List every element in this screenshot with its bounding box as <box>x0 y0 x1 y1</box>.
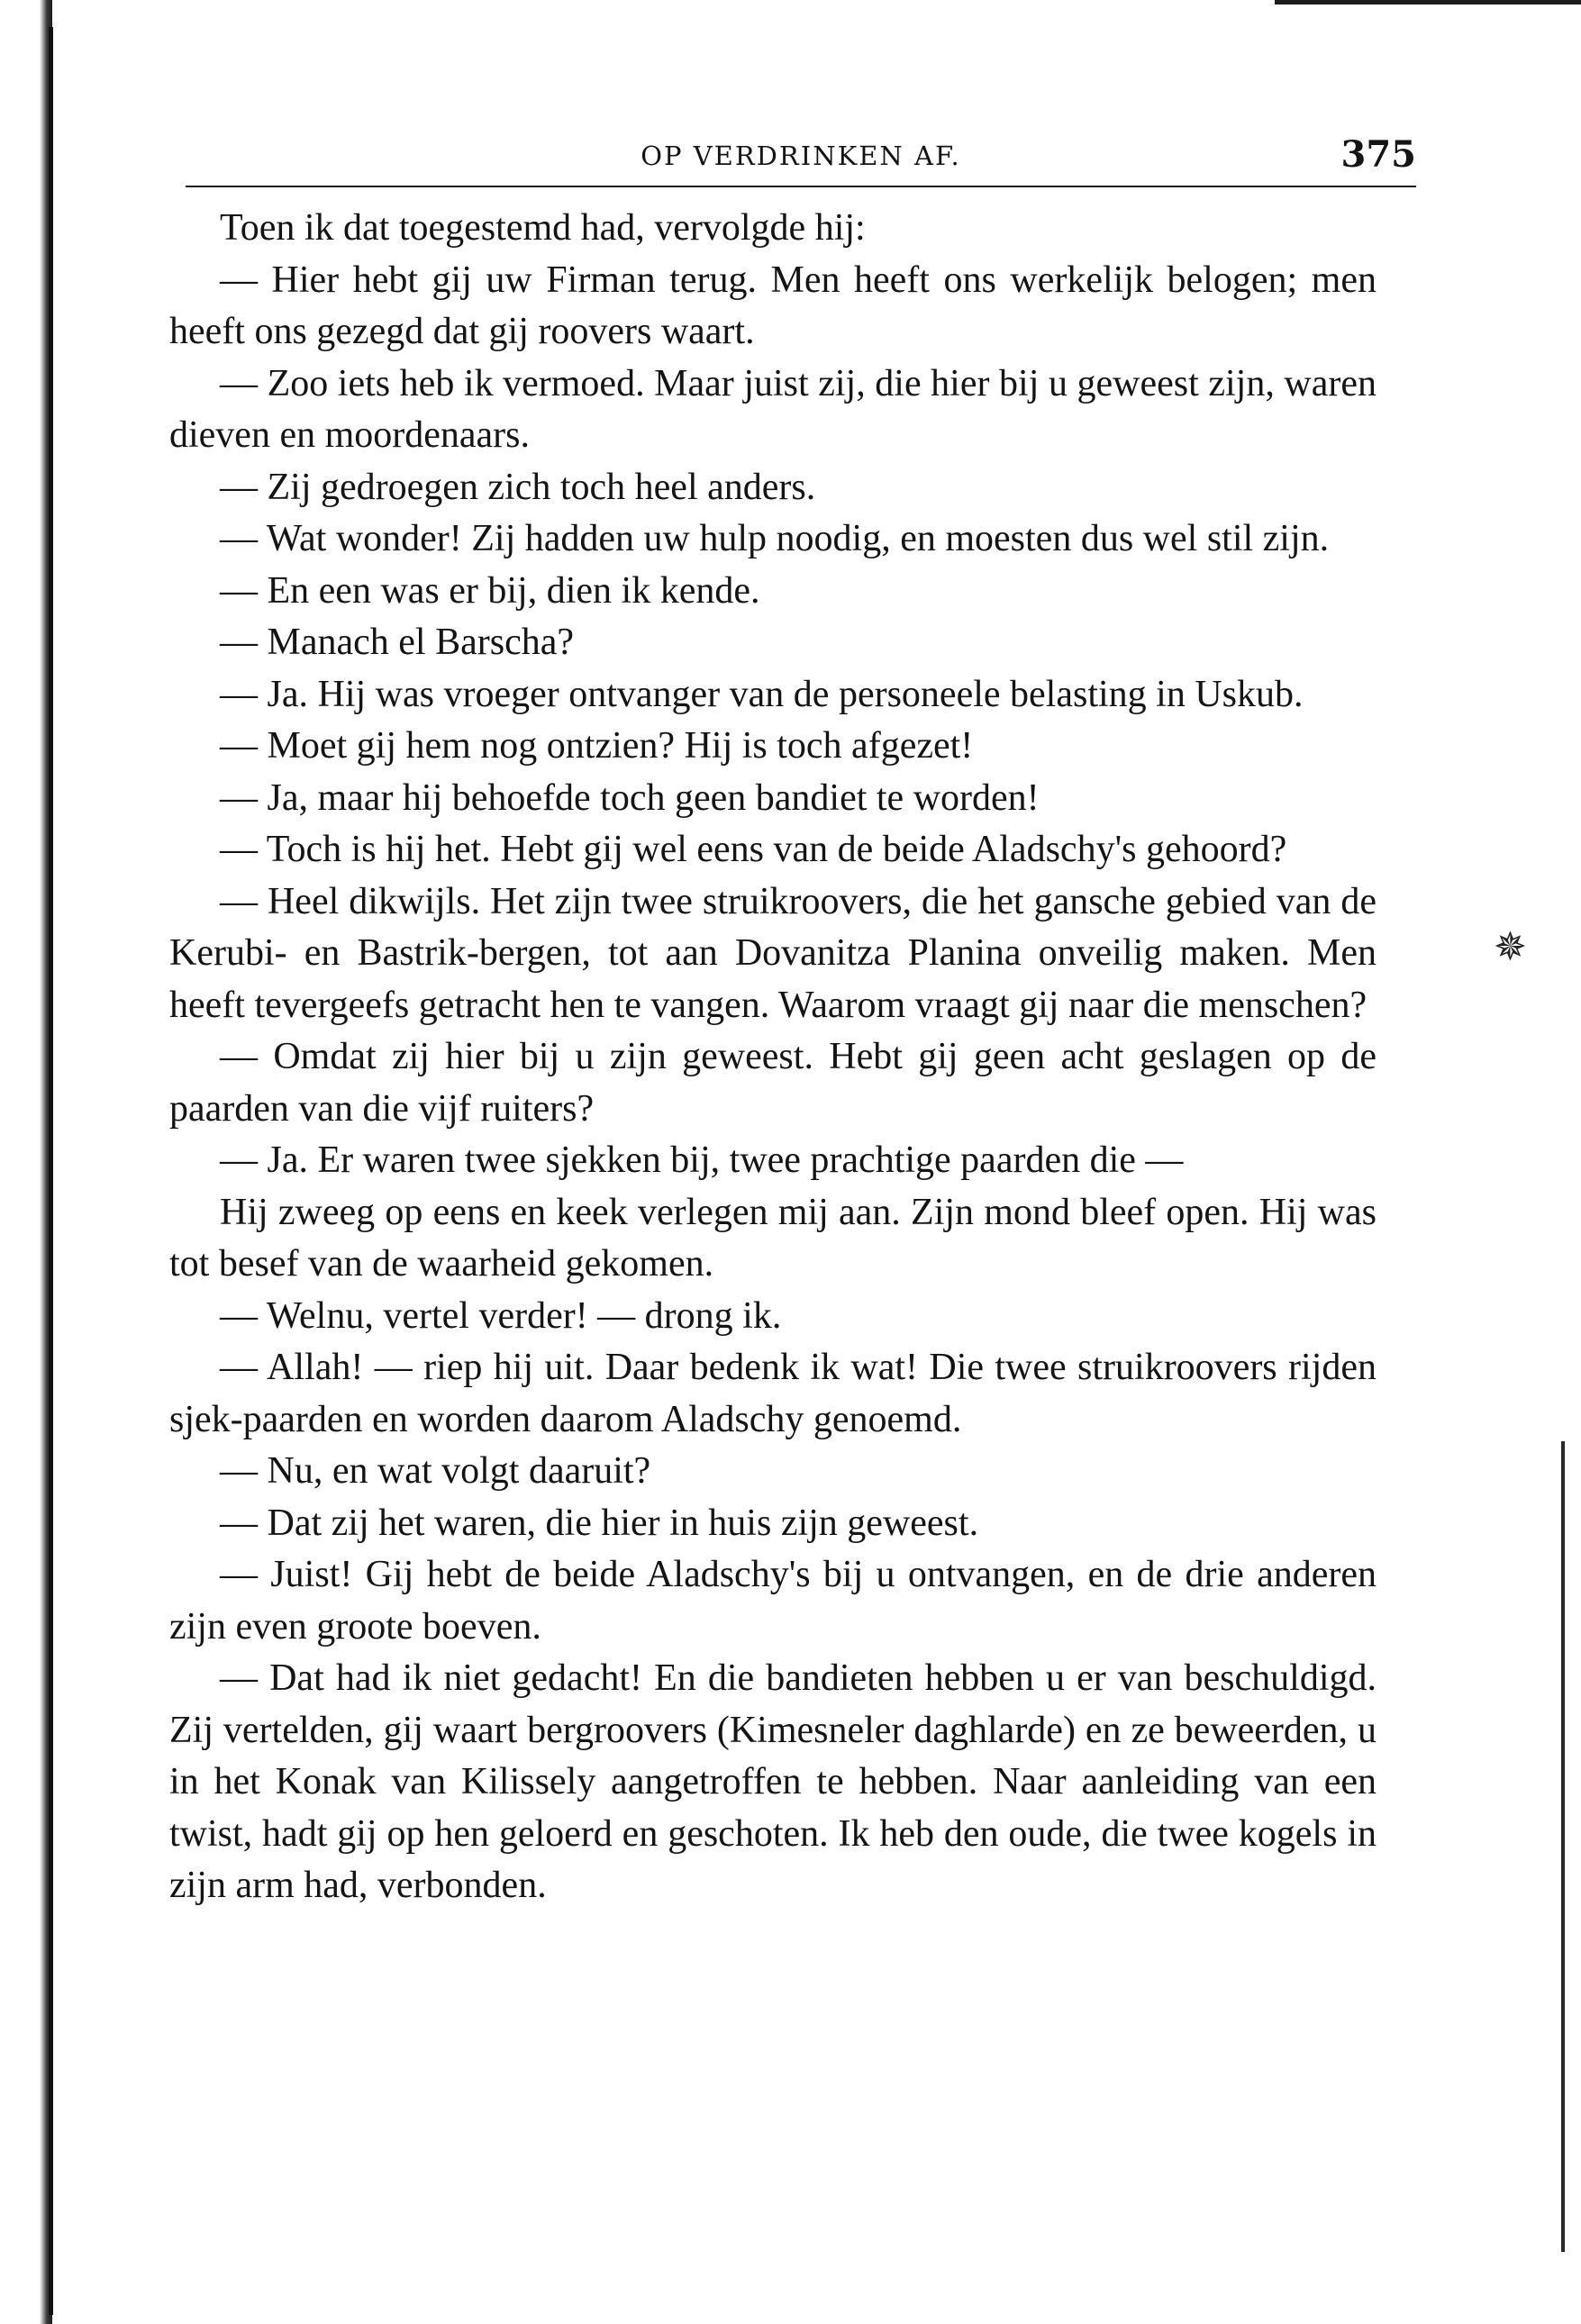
paragraph: — Dat zij het waren, die hier in huis zijn geweest. <box>220 1502 979 1544</box>
paragraph: — Welnu, vertel verder! — drong ik. <box>220 1294 782 1337</box>
paragraph: — Ja. Hij was vroeger ontvanger van de personeele belasting in Uskub. <box>220 673 1304 715</box>
paragraph: — Ja, maar hij behoefde toch geen bandiet te worden! <box>220 776 1040 819</box>
paragraph: Hij zweeg op eens en keek verlegen mij aan. Zijn mond bleef open. Hij was tot besef van de waarheid gekomen. <box>169 1191 1377 1285</box>
paragraph: — Zoo iets heb ik vermoed. Maar juist zij, die hier bij u geweest zijn, waren dieven en moordenaars. <box>169 362 1377 456</box>
scan-edge-top <box>1275 0 1581 5</box>
paragraph: — Omdat zij hier bij u zijn geweest. Hebt gij geen acht geslagen op de paarden van die vijf ruiters? <box>169 1036 1377 1130</box>
paragraph: — Moet gij hem nog ontzien? Hij is toch afgezet! <box>220 725 974 767</box>
paragraph: — Zij gedroegen zich toch heel anders. <box>220 466 816 508</box>
paragraph: — Juist! Gij hebt de beide Aladschy's bij u ontvangen, en de drie anderen zijn even groote boeven. <box>169 1554 1377 1648</box>
binding-shadow-line <box>49 27 53 2315</box>
header-rule <box>186 186 1416 187</box>
paragraph: — Toch is hij het. Hebt gij wel eens van de beide Aladschy's gehoord? <box>220 829 1287 870</box>
paragraph: — En een was er bij, dien ik kende. <box>220 569 760 612</box>
running-title: OP VERDRINKEN AF. <box>641 141 961 171</box>
page-header <box>186 133 1416 186</box>
paragraph: — Hier hebt gij uw Firman terug. Men heeft ons werkelijk belogen; men heeft ons gezegd dat gij roovers waart. <box>169 259 1377 352</box>
paragraph: — Manach el Barscha? <box>220 622 574 663</box>
paragraph: — Allah! — riep hij uit. Daar bedenk ik wat! Die twee struikroovers rijden sjek-paarden en worden daarom Aladschy genoemd. <box>169 1347 1377 1440</box>
page-number: 375 <box>1340 133 1416 176</box>
paragraph: Toen ik dat toegestemd had, vervolgde hij: <box>220 207 866 249</box>
scan-edge-right <box>1561 1441 1565 2252</box>
paragraph: — Nu, en wat volgt daaruit? <box>220 1450 651 1492</box>
paragraph: — Ja. Er waren twee sjekken bij, twee prachtige paarden die — <box>220 1139 1184 1181</box>
ornament-icon: ✵ <box>1494 924 1527 970</box>
paragraph: — Dat had ik niet gedacht! En die bandieten hebben u er van beschuldigd. Zij vertelden, gij waart bergroovers (Kimesneler daghlarde) en ze beweerden, u in het Konak van Kilissely aangetroffen te hebben. Naar aanleiding van een twist, hadt gij op hen geloerd en geschoten. Ik heb den oude, die twee kogels in zijn arm had, verbonden. <box>169 1657 1377 1906</box>
paragraph: — Heel dikwijls. Het zijn twee struikroovers, die het gansche gebied van de Kerubi- en Bastrik-bergen, tot aan Dovanitza Planina onveilig maken. Men heeft tevergeefs getracht hen te vangen. Waarom vraagt gij naar die menschen? <box>169 880 1377 1026</box>
paragraph: — Wat wonder! Zij hadden uw hulp noodig, en moesten dus wel stil zijn. <box>220 518 1330 559</box>
binding-edge <box>0 0 52 2324</box>
body-text <box>169 203 1377 1912</box>
